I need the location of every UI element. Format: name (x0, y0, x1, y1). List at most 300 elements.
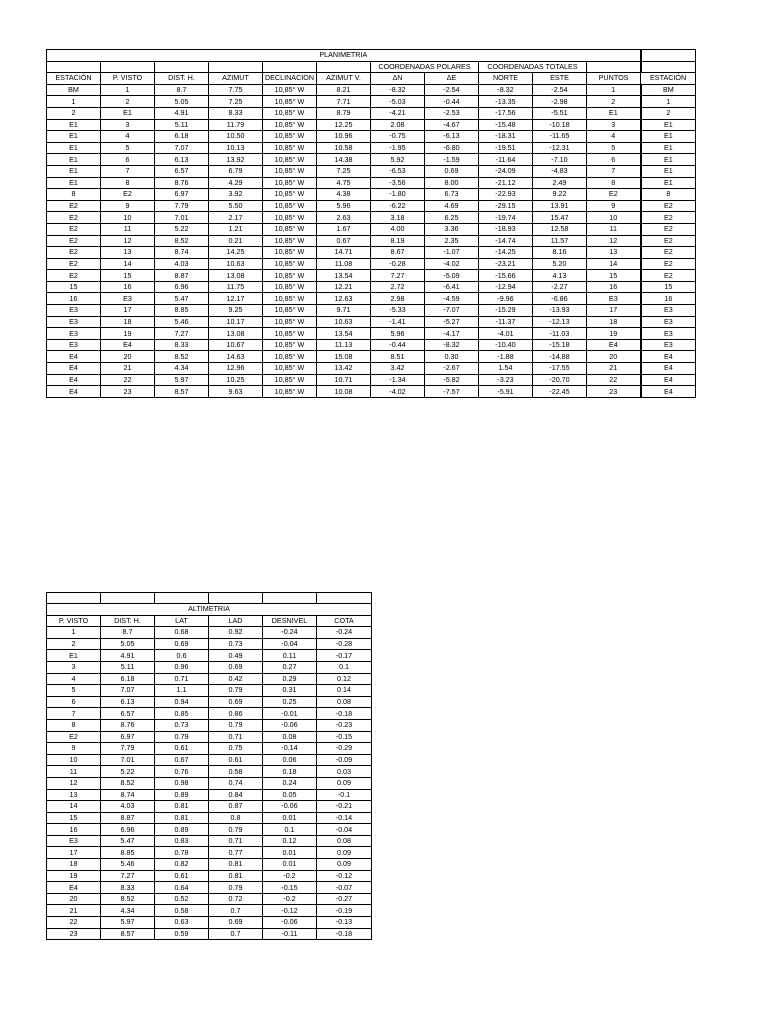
table-cell: -0.07 (317, 882, 372, 894)
table-row (47, 766, 372, 778)
table-cell: E4 (587, 339, 641, 351)
table-cell: -4.01 (479, 328, 533, 340)
table-cell: -0.12 (317, 870, 372, 882)
table-cell: 1 (101, 84, 155, 96)
table-cell: -3.23 (479, 374, 533, 386)
table-cell: 10 (587, 212, 641, 224)
table-cell: 10,85° W (263, 235, 317, 247)
table-cell: 19 (47, 870, 101, 882)
table-cell: 5 (587, 142, 641, 154)
table-cell: -23.21 (479, 258, 533, 270)
table-cell: 0.8 (209, 812, 263, 824)
table-row (47, 293, 696, 305)
table-cell: 8.00 (425, 177, 479, 189)
column-header: DESNIVEL (263, 615, 317, 627)
table-cell: -0.27 (317, 893, 372, 905)
table-cell: 5.46 (101, 859, 155, 871)
table-cell: -18.93 (479, 223, 533, 235)
table-cell: 11.08 (317, 258, 371, 270)
table-cell: -6.86 (533, 293, 587, 305)
table-cell: 10,85° W (263, 165, 317, 177)
table-cell: 7.01 (155, 212, 209, 224)
table-cell: 13.08 (209, 270, 263, 282)
table-cell: E1 (47, 131, 101, 143)
table-row (47, 708, 372, 720)
table-cell: 5 (47, 685, 101, 697)
table-cell: -15.18 (533, 339, 587, 351)
table-cell: 7.27 (155, 328, 209, 340)
table-cell: 2.98 (371, 293, 425, 305)
table-cell: 0.85 (155, 708, 209, 720)
table-cell: -0.15 (263, 882, 317, 894)
table-cell: 1 (47, 96, 101, 108)
table-cell: E3 (47, 339, 101, 351)
table-cell: 23 (101, 386, 155, 398)
planimetria-header-row (47, 73, 696, 85)
table-cell: 12.25 (317, 119, 371, 131)
table-cell: 8.74 (155, 247, 209, 259)
table-cell: 5.05 (101, 638, 155, 650)
table-cell: 17 (101, 305, 155, 317)
table-cell: -6.80 (425, 142, 479, 154)
table-cell: 0.12 (263, 835, 317, 847)
table-cell: 0.6 (155, 650, 209, 662)
table-cell: 10,85° W (263, 386, 317, 398)
table-cell: -1.41 (371, 316, 425, 328)
table-row (47, 917, 372, 929)
table-cell: 7.01 (101, 754, 155, 766)
table-cell: 0.69 (425, 165, 479, 177)
table-cell: -8.32 (371, 84, 425, 96)
table-cell: -0.06 (263, 719, 317, 731)
table-cell: 1 (641, 96, 696, 108)
table-cell: 2.49 (533, 177, 587, 189)
table-cell: -17.56 (479, 107, 533, 119)
table-cell: 10 (101, 212, 155, 224)
table-row (47, 847, 372, 859)
table-cell: 5.96 (317, 200, 371, 212)
table-cell: 0.69 (209, 661, 263, 673)
table-cell: E4 (47, 882, 101, 894)
table-row (47, 374, 696, 386)
table-cell: -0.18 (317, 928, 372, 940)
table-cell: 0.58 (209, 766, 263, 778)
table-cell: 14.25 (209, 247, 263, 259)
table-row (47, 247, 696, 259)
table-cell: -0.04 (263, 638, 317, 650)
table-cell: 4.91 (101, 650, 155, 662)
table-cell: 8.19 (371, 235, 425, 247)
group-polares-header: COORDENADAS POLARES (371, 61, 479, 73)
table-cell: BM (641, 84, 696, 96)
altimetria-title: ALTIMETRIA (47, 604, 372, 616)
table-cell: E2 (587, 189, 641, 201)
table-cell: 0.7 (209, 905, 263, 917)
table-cell: 10,85° W (263, 107, 317, 119)
planimetria-group-row (47, 61, 696, 73)
table-cell: 11 (587, 223, 641, 235)
table-cell: E2 (47, 270, 101, 282)
table-cell: 4.75 (317, 177, 371, 189)
table-cell: 0.11 (263, 650, 317, 662)
table-cell: 7.07 (155, 142, 209, 154)
table-cell: E1 (641, 131, 696, 143)
table-cell: 0.01 (263, 859, 317, 871)
table-cell: -0.19 (317, 905, 372, 917)
table-cell: -5.82 (425, 374, 479, 386)
table-cell: E4 (47, 363, 101, 375)
table-cell: E2 (47, 235, 101, 247)
table-cell: 8 (47, 719, 101, 731)
table-cell: 8.16 (533, 247, 587, 259)
table-cell: 22 (101, 374, 155, 386)
table-cell: 6 (101, 154, 155, 166)
table-cell: E1 (47, 142, 101, 154)
table-cell: -11.37 (479, 316, 533, 328)
table-cell: 0.29 (263, 673, 317, 685)
table-cell: 10,85° W (263, 154, 317, 166)
table-cell: -12.13 (533, 316, 587, 328)
table-cell: 23 (587, 386, 641, 398)
table-cell: 10.58 (317, 142, 371, 154)
table-cell: 8.7 (101, 627, 155, 639)
table-cell: -0.28 (371, 258, 425, 270)
table-cell: 0.67 (155, 754, 209, 766)
table-row (47, 905, 372, 917)
altimetria-title-row (47, 604, 372, 616)
table-cell: E1 (47, 119, 101, 131)
table-cell: 13.54 (317, 328, 371, 340)
table-cell: -29.15 (479, 200, 533, 212)
table-cell: E4 (101, 339, 155, 351)
table-row (47, 281, 696, 293)
table-cell: 0.61 (155, 870, 209, 882)
table-cell: 2 (587, 96, 641, 108)
table-cell: 10.67 (209, 339, 263, 351)
table-cell: E1 (641, 177, 696, 189)
table-cell: 3 (587, 119, 641, 131)
table-cell: -0.15 (317, 731, 372, 743)
table-cell: -15.48 (479, 119, 533, 131)
table-cell: 0.77 (209, 847, 263, 859)
table-cell: 4.00 (371, 223, 425, 235)
table-cell: 8 (587, 177, 641, 189)
table-cell: -6.22 (371, 200, 425, 212)
table-cell: 20 (47, 893, 101, 905)
table-cell: 0.71 (209, 731, 263, 743)
column-header: AZIMUT (209, 73, 263, 85)
table-cell: E2 (47, 223, 101, 235)
table-cell: 5.92 (371, 154, 425, 166)
table-cell: 0.79 (155, 731, 209, 743)
table-cell: 10,85° W (263, 374, 317, 386)
table-cell: 6.13 (101, 696, 155, 708)
table-cell: 15 (47, 812, 101, 824)
table-cell: 12.96 (209, 363, 263, 375)
table-cell: BM (47, 84, 101, 96)
empty-cell (209, 61, 263, 73)
table-cell: 15.47 (533, 212, 587, 224)
table-cell: 8.52 (155, 235, 209, 247)
table-cell: 11 (101, 223, 155, 235)
table-cell: E4 (641, 386, 696, 398)
table-row (47, 777, 372, 789)
table-cell: 10,85° W (263, 281, 317, 293)
table-cell: 0.24 (263, 777, 317, 789)
table-cell: -9.96 (479, 293, 533, 305)
table-cell: 4 (587, 131, 641, 143)
table-row (47, 177, 696, 189)
table-row (47, 189, 696, 201)
table-cell: 16 (47, 824, 101, 836)
table-cell: 10,85° W (263, 258, 317, 270)
table-cell: -6.53 (371, 165, 425, 177)
table-cell: E4 (641, 374, 696, 386)
table-cell: 10,85° W (263, 223, 317, 235)
table-cell: 19 (101, 328, 155, 340)
table-cell: E2 (47, 247, 101, 259)
table-cell: -0.28 (317, 638, 372, 650)
table-cell: -0.1 (317, 789, 372, 801)
table-cell: 3.36 (425, 223, 479, 235)
table-cell: E2 (47, 258, 101, 270)
table-row (47, 685, 372, 697)
table-cell: 8 (641, 189, 696, 201)
table-cell: 9 (587, 200, 641, 212)
table-cell: 15 (587, 270, 641, 282)
table-cell: 0.61 (155, 743, 209, 755)
table-cell: 4.03 (101, 801, 155, 813)
table-cell: 0.76 (155, 766, 209, 778)
table-cell: -0.11 (263, 928, 317, 940)
table-cell: E3 (641, 305, 696, 317)
table-cell: 6.73 (425, 189, 479, 201)
table-row (47, 731, 372, 743)
table-cell: 8.52 (101, 777, 155, 789)
table-cell: -2.54 (425, 84, 479, 96)
empty-cell (155, 593, 209, 604)
table-cell: E1 (101, 107, 155, 119)
table-cell: 0.21 (209, 235, 263, 247)
table-cell: 0.08 (317, 696, 372, 708)
table-row (47, 743, 372, 755)
table-cell: 14.71 (317, 247, 371, 259)
table-cell: 0.64 (155, 882, 209, 894)
table-cell: -10.18 (533, 119, 587, 131)
planimetria-table (46, 49, 696, 398)
table-row (47, 638, 372, 650)
table-cell: -12.94 (479, 281, 533, 293)
table-cell: -5.09 (425, 270, 479, 282)
table-cell: -0.75 (371, 131, 425, 143)
table-cell: -0.06 (263, 917, 317, 929)
table-cell: -1.80 (371, 189, 425, 201)
table-cell: 10,85° W (263, 351, 317, 363)
table-row (47, 223, 696, 235)
table-cell: -8.32 (479, 84, 533, 96)
table-cell: 1.54 (479, 363, 533, 375)
table-cell: 13.08 (209, 328, 263, 340)
table-cell: 7.75 (209, 84, 263, 96)
table-cell: -7.10 (533, 154, 587, 166)
table-cell: E1 (641, 165, 696, 177)
table-cell: 5.05 (155, 96, 209, 108)
table-cell: -11.65 (533, 131, 587, 143)
table-cell: 8.85 (101, 847, 155, 859)
table-cell: E4 (47, 351, 101, 363)
column-header: COTA (317, 615, 372, 627)
table-row (47, 328, 696, 340)
table-cell: 10.96 (317, 131, 371, 143)
table-cell: 5.97 (155, 374, 209, 386)
table-cell: E2 (641, 270, 696, 282)
table-cell: -5.33 (371, 305, 425, 317)
table-cell: 10.08 (317, 386, 371, 398)
table-cell: -17.55 (533, 363, 587, 375)
table-cell: 18 (47, 859, 101, 871)
table-row (47, 316, 696, 328)
table-cell: 4.29 (209, 177, 263, 189)
table-cell: 10.13 (209, 142, 263, 154)
table-cell: E2 (641, 235, 696, 247)
table-cell: 8.76 (101, 719, 155, 731)
table-cell: -0.23 (317, 719, 372, 731)
table-cell: 5.47 (101, 835, 155, 847)
table-row (47, 305, 696, 317)
table-cell: 12 (47, 777, 101, 789)
empty-cell (47, 61, 101, 73)
table-cell: 0.49 (209, 650, 263, 662)
table-cell: -6.41 (425, 281, 479, 293)
table-cell: 0.79 (209, 685, 263, 697)
table-cell: E2 (47, 731, 101, 743)
table-cell: 8.33 (155, 339, 209, 351)
table-cell: 0.59 (155, 928, 209, 940)
table-cell: 0.1 (263, 824, 317, 836)
table-cell: 0.81 (155, 801, 209, 813)
altimetria-blank-row (47, 593, 372, 604)
table-cell: 10.17 (209, 316, 263, 328)
table-cell: -0.14 (263, 743, 317, 755)
column-header: ESTACIÓN (641, 73, 696, 85)
table-cell: 0.75 (209, 743, 263, 755)
table-cell: 15 (47, 281, 101, 293)
table-cell: 0.61 (209, 754, 263, 766)
table-cell: 7.27 (371, 270, 425, 282)
table-cell: 2 (101, 96, 155, 108)
table-cell: 16 (101, 281, 155, 293)
table-cell: 12.63 (317, 293, 371, 305)
table-cell: 1 (587, 84, 641, 96)
table-cell: 1.21 (209, 223, 263, 235)
table-cell: -4.17 (425, 328, 479, 340)
table-cell: 0.86 (209, 708, 263, 720)
table-cell: E3 (587, 293, 641, 305)
table-cell: 10,85° W (263, 316, 317, 328)
table-cell: 0.73 (209, 638, 263, 650)
table-cell: 13.42 (317, 363, 371, 375)
empty-cell (263, 593, 317, 604)
table-cell: 0.58 (155, 905, 209, 917)
table-cell: -4.02 (425, 258, 479, 270)
table-cell: -5.91 (479, 386, 533, 398)
table-cell: E2 (101, 189, 155, 201)
table-row (47, 200, 696, 212)
table-cell: 0.01 (263, 812, 317, 824)
table-cell: 4 (47, 673, 101, 685)
table-cell: 10,85° W (263, 270, 317, 282)
table-cell: 14 (101, 258, 155, 270)
table-cell: 12 (587, 235, 641, 247)
table-cell: -0.24 (263, 627, 317, 639)
table-cell: -2.27 (533, 281, 587, 293)
column-header: P. VISTO (47, 615, 101, 627)
table-cell: E2 (641, 212, 696, 224)
table-cell: 4.13 (533, 270, 587, 282)
table-cell: 21 (101, 363, 155, 375)
table-cell: 0.83 (155, 835, 209, 847)
column-header: PUNTOS (587, 73, 641, 85)
table-cell: 13 (587, 247, 641, 259)
table-cell: 8.52 (155, 351, 209, 363)
table-cell: 0.09 (317, 847, 372, 859)
table-cell: 8.51 (371, 351, 425, 363)
table-cell: 16 (587, 281, 641, 293)
table-cell: 10.25 (209, 374, 263, 386)
table-cell: -21.12 (479, 177, 533, 189)
table-cell: 9.22 (533, 189, 587, 201)
table-row (47, 627, 372, 639)
table-cell: -0.21 (317, 801, 372, 813)
table-cell: -14.74 (479, 235, 533, 247)
table-cell: -22.45 (533, 386, 587, 398)
table-cell: -18.31 (479, 131, 533, 143)
table-row (47, 84, 696, 96)
table-row (47, 386, 696, 398)
table-cell: 4 (101, 131, 155, 143)
table-cell: -13.93 (533, 305, 587, 317)
table-cell: 22 (47, 917, 101, 929)
empty-cell (641, 61, 696, 73)
table-cell: 13 (47, 789, 101, 801)
column-header: ESTACIÓN (47, 73, 101, 85)
column-header: NORTE (479, 73, 533, 85)
table-cell: -2.53 (425, 107, 479, 119)
table-cell: 3.92 (209, 189, 263, 201)
table-cell: 4.91 (155, 107, 209, 119)
table-cell: -19.74 (479, 212, 533, 224)
table-cell: 15 (641, 281, 696, 293)
table-cell: 0.81 (209, 870, 263, 882)
column-header: ESTE (533, 73, 587, 85)
table-cell: 8.76 (155, 177, 209, 189)
table-cell: 0.08 (263, 731, 317, 743)
table-cell: -15.29 (479, 305, 533, 317)
table-cell: 10 (47, 754, 101, 766)
column-header: LAT (155, 615, 209, 627)
table-cell: 18 (101, 316, 155, 328)
table-cell: 8.87 (155, 270, 209, 282)
table-cell: 2 (47, 638, 101, 650)
table-cell: -1.34 (371, 374, 425, 386)
table-cell: 6.13 (155, 154, 209, 166)
table-cell: 4.34 (101, 905, 155, 917)
table-cell: 0.52 (155, 893, 209, 905)
table-cell: 10,85° W (263, 84, 317, 96)
table-cell: -20.70 (533, 374, 587, 386)
table-row (47, 270, 696, 282)
table-cell: 0.82 (155, 859, 209, 871)
